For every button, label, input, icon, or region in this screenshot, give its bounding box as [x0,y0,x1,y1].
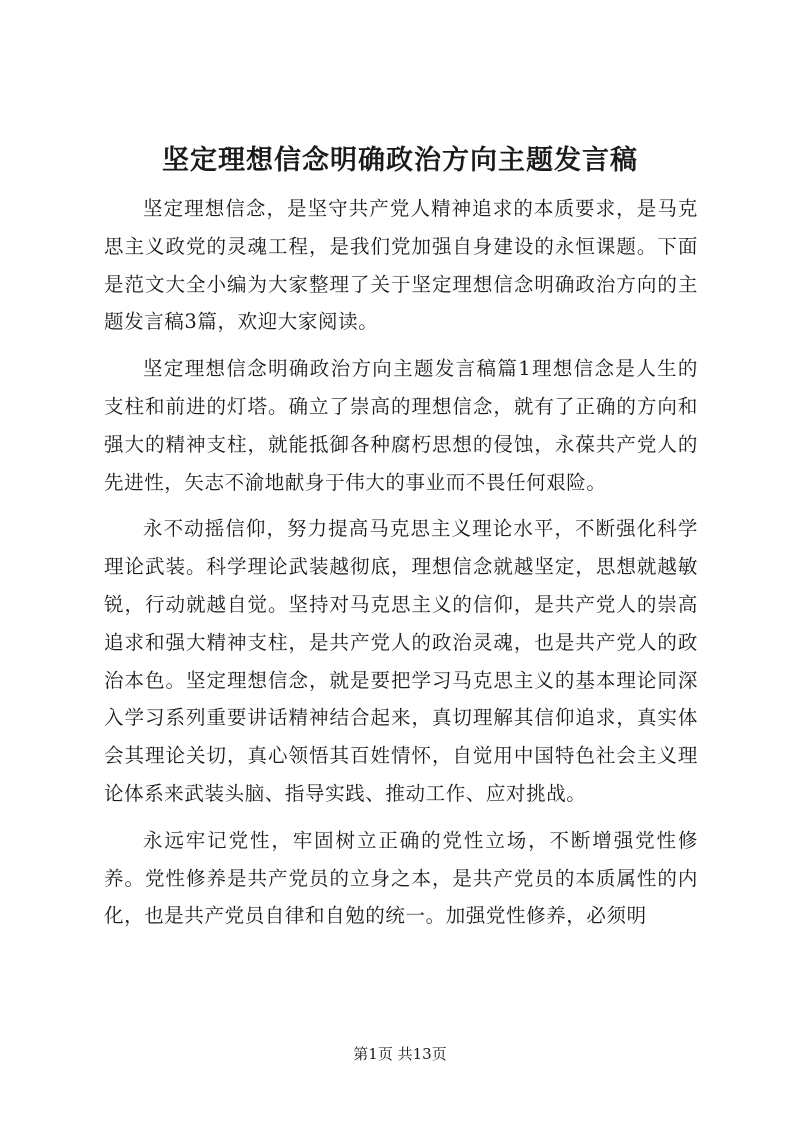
paragraph-article-1: 坚定理想信念明确政治方向主题发言稿篇1理想信念是人生的支柱和前进的灯塔。确立了崇高的理想信念，就有了正确的方向和强大的精神支柱，就能抵御各种腐朽思想的侵蚀，永葆共产党人的先进性，矢志不渝地献身于伟大的事业而不畏任何艰险。 [104,357,698,494]
document-body [104,190,698,944]
paragraph-party-spirit: 永远牢记党性，牢固树立正确的党性立场，不断增强党性修养。党性修养是共产党员的立身之本，是共产党员的本质属性的内化，也是共产党员自律和自勉的统一。加强党性修养，必须明 [104,828,698,928]
paragraph-faith: 永不动摇信仰，努力提高马克思主义理论水平，不断强化科学理论武装。科学理论武装越彻底，理想信念就越坚定，思想就越敏锐，行动就越自觉。坚持对马克思主义的信仰，是共产党人的崇高追求和强大精神支柱，是共产党人的政治灵魂，也是共产党人的政治本色。坚定理想信念，就是要把学习马克思主义的基本理论同深入学习系列重要讲话精神结合起来，真切理解其信仰追求，真实体会其理论关切，真心领悟其百姓情怀，自觉用中国特色社会主义理论体系来武装头脑、指导实践、推动工作、应对挑战。 [104,517,698,805]
paragraph-intro: 坚定理想信念，是坚守共产党人精神追求的本质要求，是马克思主义政党的灵魂工程，是我们党加强自身建设的永恒课题。下面是范文大全小编为大家整理了关于坚定理想信念明确政治方向的主题发言稿3篇，欢迎大家阅读。 [104,197,698,334]
page-number-footer: 第1页 共13页 [353,1045,447,1063]
document-title: 坚定理想信念明确政治方向主题发言稿 [162,145,638,176]
